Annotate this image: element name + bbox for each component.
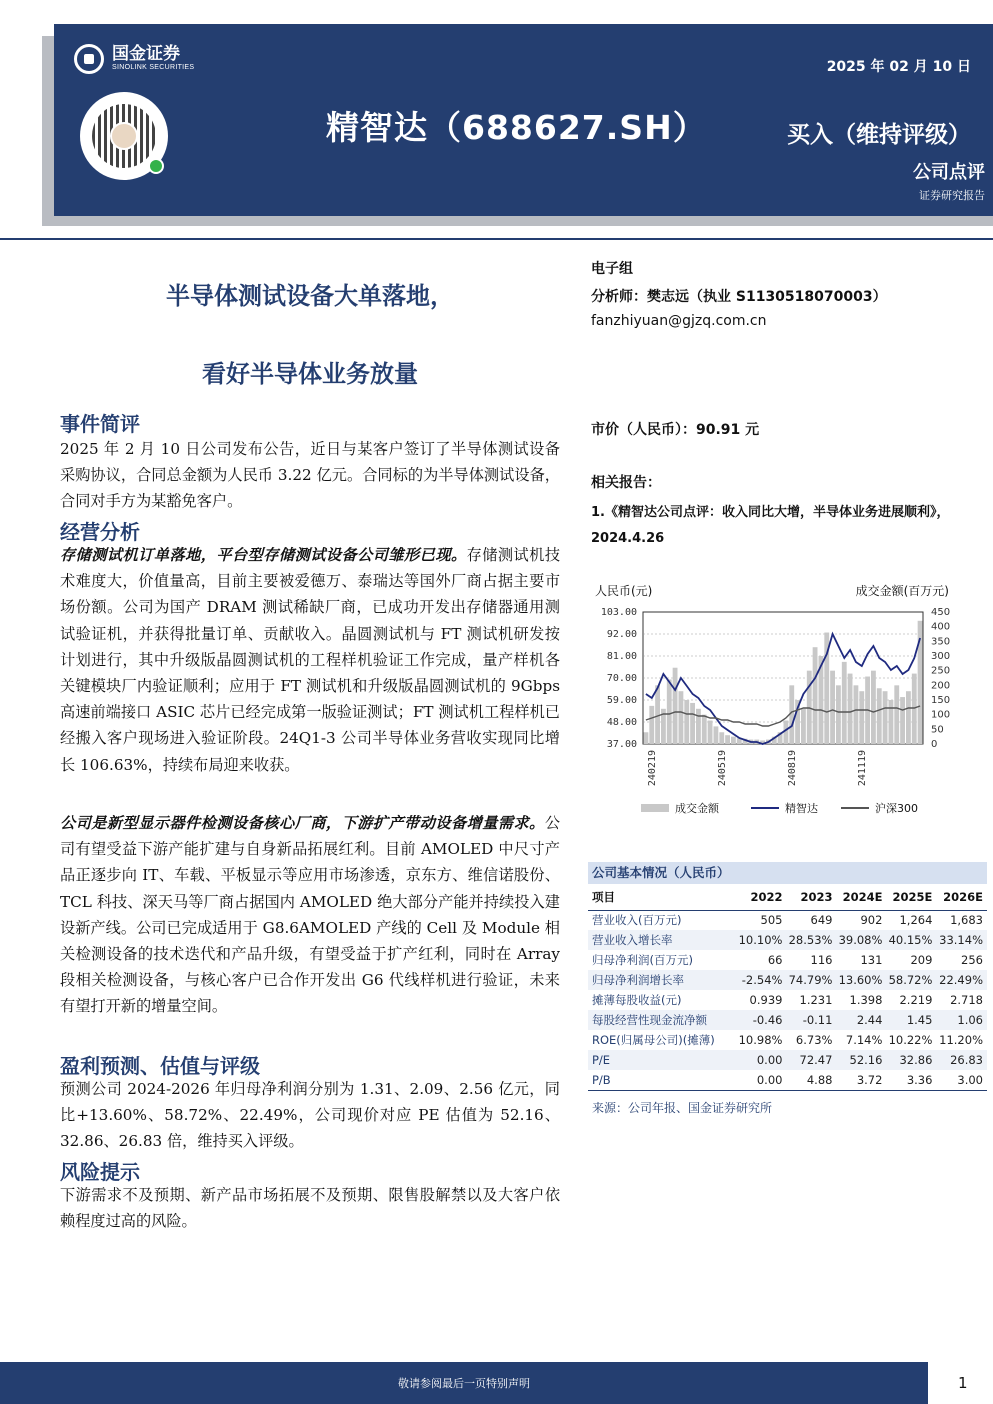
table-cell: 1.45 [882, 1010, 932, 1030]
table-cell: 505 [760, 913, 783, 928]
analyst-email[interactable]: fanzhiyuan@gjzq.com.cn [591, 313, 767, 329]
section-title-risk: 风险提示 [60, 1160, 140, 1184]
mini-program-icon [148, 158, 164, 174]
company-logo [74, 44, 194, 74]
volume-bar [813, 647, 818, 744]
table-cell: 22.49% [932, 970, 987, 990]
chart-right-tick-label: 300 [931, 651, 951, 662]
table-row [588, 1070, 987, 1090]
chart-x-tick-label: 240219 [647, 750, 658, 787]
table-row-label: P/B [588, 1070, 732, 1090]
volume-bar [708, 721, 713, 744]
legend-label: 沪深300 [875, 802, 918, 815]
legend-label: 精智达 [785, 802, 818, 815]
related-report-1[interactable]: 1.《精智达公司点评：收入同比大增，半导体业务进展顺利》，2024.4.26 [591, 505, 950, 546]
operation-p2-lead: 公司是新型显示器件检测设备核心厂商，下游扩产带动设备增量需求。 [60, 814, 545, 832]
volume-bar [877, 688, 882, 744]
volume-bar [894, 685, 899, 744]
table-cell: 2.718 [950, 993, 983, 1007]
table-cell: 74.79% [782, 970, 832, 990]
chart-x-tick-label: 240819 [787, 750, 798, 787]
table-cell: 0.939 [749, 993, 783, 1007]
table-cell: 11.20% [939, 1033, 983, 1047]
table-cell: 10.22% [888, 1033, 933, 1047]
table-cell: 1.06 [932, 1010, 987, 1030]
table-cell: 0.00 [732, 1070, 782, 1090]
chart-x-tick-label: 240519 [717, 750, 728, 787]
volume-bar [731, 737, 736, 744]
volume-bar [830, 671, 835, 744]
table-cell: -2.54% [732, 970, 782, 990]
table-row [588, 910, 987, 930]
chart-left-tick-label: 103.00 [600, 607, 637, 618]
volume-bar [719, 732, 724, 744]
table-cell: 4.88 [782, 1070, 832, 1090]
volume-bar [871, 671, 876, 744]
table-cell: 13.60% [832, 970, 882, 990]
chart-left-axis-label: 人民币(元) [595, 584, 653, 598]
table-row [588, 1050, 987, 1070]
table-row [588, 1030, 987, 1050]
table-cell: 3.36 [882, 1070, 932, 1090]
chart-right-tick-label: 450 [931, 607, 951, 618]
report-type: 公司点评 [913, 162, 985, 183]
table-cell: 40.15% [882, 930, 932, 950]
operation-paragraph-2 [60, 810, 560, 1020]
volume-bar [673, 668, 678, 744]
chart-left-tick-label: 48.00 [606, 717, 637, 728]
table-row [588, 1010, 987, 1030]
analyst-name: 分析师：樊志远（执业 S1130518070003） [591, 289, 887, 305]
table-header-cell: 2026E [932, 884, 987, 910]
table-header-cell: 2025E [882, 884, 932, 910]
price-volume-chart [583, 580, 983, 825]
table-cell: 1.398 [849, 993, 883, 1007]
related-reports-title: 相关报告： [591, 475, 661, 491]
logo-cn: 国金证券 [112, 44, 180, 64]
table-row [588, 970, 987, 990]
risk-paragraph: 下游需求不及预期、新产品市场拓展不及预期、限售股解禁以及大客户依赖程度过高的风险。 [60, 1186, 560, 1231]
table-title: 公司基本情况（人民币） [588, 862, 987, 884]
headline-line2: 看好半导体业务放量 [202, 360, 418, 388]
table-cell: 6.73% [795, 1033, 833, 1047]
chart-left-tick-label: 92.00 [606, 629, 637, 640]
table-cell: 2.219 [899, 993, 933, 1007]
footer-note: 敬请参阅最后一页特别声明 [398, 1377, 530, 1390]
table-header-cell: 2022 [732, 884, 782, 910]
table-cell: 58.72% [882, 970, 932, 990]
rating: 买入（维持评级） [787, 122, 971, 148]
logo-en: SINOLINK SECURITIES [112, 64, 195, 71]
volume-bar [667, 679, 672, 744]
chart-right-tick-label: 150 [931, 695, 951, 706]
chart-right-tick-label: 200 [931, 680, 951, 692]
volume-bar [725, 735, 730, 744]
chart-right-tick-label: 400 [931, 621, 951, 633]
forecast-paragraph: 预测公司 2024-2026 年归母净利润分别为 1.31、2.09、2.56 亿元，同比+13.60%、58.72%、22.49%，公司现价对应 PE 估值为 52.16、32.86、26.83 倍，维持买入评级。 [60, 1080, 560, 1151]
volume-bar [801, 709, 806, 744]
volume-bar [854, 685, 859, 744]
legend-swatch [641, 804, 669, 812]
report-title: 精智达（688627.SH） [326, 108, 707, 147]
table-row-label: 营业收入(百万元) [592, 913, 682, 928]
event-paragraph: 2025 年 2 月 10 日公司发布公告，近日与某客户签订了半导体测试设备采购协议，合同总金额为人民币 3.22 亿元。合同标的为半导体测试设备，合同对手方为某豁免客户。 [60, 440, 560, 511]
qr-code-icon[interactable] [80, 92, 168, 180]
table-cell: 7.14% [845, 1033, 883, 1047]
table-cell: -0.46 [732, 1010, 782, 1030]
operation-p1-lead: 存储测试机订单落地，平台型存储测试设备公司雏形已现。 [60, 546, 467, 564]
header-banner [54, 24, 993, 216]
table-row [588, 930, 987, 950]
headline-line1: 半导体测试设备大单落地， [166, 282, 454, 310]
table-row-label: 摊薄每股收益(元) [592, 993, 682, 1007]
table-cell: 2.44 [832, 1010, 882, 1030]
volume-bar [684, 700, 689, 744]
volume-bar [690, 703, 695, 744]
table-header-cell: 2024E [832, 884, 882, 910]
table-cell: 33.14% [932, 930, 987, 950]
volume-bar [889, 700, 894, 744]
volume-bar [649, 706, 654, 744]
chart-right-axis-label: 成交金额(百万元) [855, 584, 949, 598]
volume-bar [848, 674, 853, 744]
table-cell: 1,683 [950, 913, 983, 928]
table-cell: 72.47 [782, 1050, 832, 1070]
operation-p2-body: 公司有望受益下游产能扩建与自身新品拓展红利。目前 AMOLED 中尺寸产品正逐步向 IT、车载、平板显示等应用市场渗透，京东方、维信诺股份、TCL 科技、深天马等厂商占据国内 AMOLED 绝大部分产能并持续投入建设新产线。公司已完成适用于 G8.6AMOLED 产线的 Cell 及 Module 相关检测设备的技术迭代和产品升级，有望受益于扩产红利，同时在 Array 段相关检测设备，与核心客户已合作开发出 G6 代线样机进行验证，未来有望打开新的增量空间。 [60, 814, 560, 1016]
table-cell: 131 [860, 953, 883, 967]
chart-left-tick-label: 37.00 [606, 739, 637, 750]
chart-right-tick-label: 50 [931, 724, 944, 736]
chart-right-tick-label: 0 [931, 739, 938, 750]
table-header-cell: 2023 [782, 884, 832, 910]
section-title-event: 事件简评 [60, 412, 140, 436]
table-cell: 256 [961, 953, 983, 967]
volume-bar [906, 691, 911, 744]
section-title-operation: 经营分析 [60, 520, 140, 544]
financials-table [588, 884, 987, 1091]
volume-bar [836, 685, 841, 744]
chart-right-tick-label: 100 [931, 709, 951, 721]
header-rule [0, 238, 993, 240]
table-row-label: P/E [588, 1050, 732, 1070]
section-title-forecast: 盈利预测、估值与评级 [60, 1054, 260, 1078]
table-source: 来源：公司年报、国金证券研究所 [592, 1100, 773, 1115]
chart-x-tick-label: 241119 [857, 750, 868, 787]
operation-p1-body: 存储测试机技术难度大，价值量高，目前主要被爱德万、泰瑞达等国外厂商占据主要市场份额。公司为国产 DRAM 测试稀缺厂商，已成功开发出存储器通用测试验证机，并获得批量订单、贡献收入。晶圆测试机与 FT 测试机研发按计划进行，其中升级版晶圆测试机的工程样机验证工作完成，量产样机各关键模块厂内验证顺利；应用于 FT 测试机和升级版晶圆测试机的 9Gbps 高速前端接口 ASIC 芯片已经完成第一版验证测试；FT 测试机工程样机已经搬入客户现场进入验证阶段。24Q1-3 公司半导体业务营收实现同比增长 106.63%，持续布局迎来收获。 [60, 546, 561, 774]
chart-left-tick-label: 59.00 [606, 695, 637, 706]
volume-bar [702, 715, 707, 744]
table-cell: 3.00 [932, 1070, 987, 1090]
volume-bar [714, 726, 719, 744]
table-row [588, 950, 987, 970]
table-cell: 116 [810, 953, 833, 967]
operation-paragraph-1 [60, 542, 560, 778]
table-cell: 3.72 [832, 1070, 882, 1090]
volume-bar [900, 697, 905, 744]
page-number: 1 [958, 1374, 968, 1392]
table-cell: -0.11 [782, 1010, 832, 1030]
analyst-group: 电子组 [591, 261, 633, 277]
table-header-cell: 项目 [588, 884, 732, 910]
chart-left-tick-label: 81.00 [606, 651, 637, 662]
volume-bar [784, 721, 789, 744]
table-cell: 10.10% [732, 930, 782, 950]
table-row-label: 每股经营性现金流净额 [588, 1010, 732, 1030]
volume-bar [655, 685, 660, 744]
table-cell: 902 [860, 913, 883, 928]
table-row-label: ROE(归属母公司)(摊薄) [592, 1033, 715, 1047]
table-cell: 26.83 [932, 1050, 987, 1070]
table-cell: 32.86 [882, 1050, 932, 1070]
table-cell: 52.16 [832, 1050, 882, 1070]
table-cell: 66 [767, 953, 783, 967]
table-cell: 10.98% [738, 1033, 783, 1047]
report-subtype: 证券研究报告 [919, 189, 985, 202]
market-price: 市价（人民币）：90.91 元 [591, 422, 760, 438]
table-cell: 0.00 [732, 1050, 782, 1070]
report-date: 2025 年 02 月 10 日 [826, 59, 971, 75]
table-cell: 39.08% [832, 930, 882, 950]
volume-bar [679, 691, 684, 744]
table-cell: 28.53% [782, 930, 832, 950]
legend-label: 成交金额 [675, 802, 719, 815]
volume-bar [644, 732, 649, 744]
volume-bar [696, 709, 701, 744]
volume-bar [912, 674, 917, 744]
table-row [588, 990, 987, 1010]
table-row-label: 归母净利润增长率 [588, 970, 732, 990]
volume-bar [883, 691, 888, 744]
table-cell: 649 [810, 913, 833, 928]
table-cell: 1.231 [799, 993, 833, 1007]
table-row-label: 营业收入增长率 [588, 930, 732, 950]
volume-bar [842, 662, 847, 744]
logo-mark-icon [74, 44, 104, 74]
chart-right-tick-label: 250 [931, 665, 951, 677]
chart-right-tick-label: 350 [931, 636, 951, 648]
chart-left-tick-label: 70.00 [606, 673, 637, 684]
company-financials [588, 862, 987, 1116]
table-cell: 209 [910, 953, 933, 967]
table-row-label: 归母净利润(百万元) [592, 953, 693, 967]
volume-bar [859, 691, 864, 744]
table-cell: 1,264 [899, 913, 933, 928]
